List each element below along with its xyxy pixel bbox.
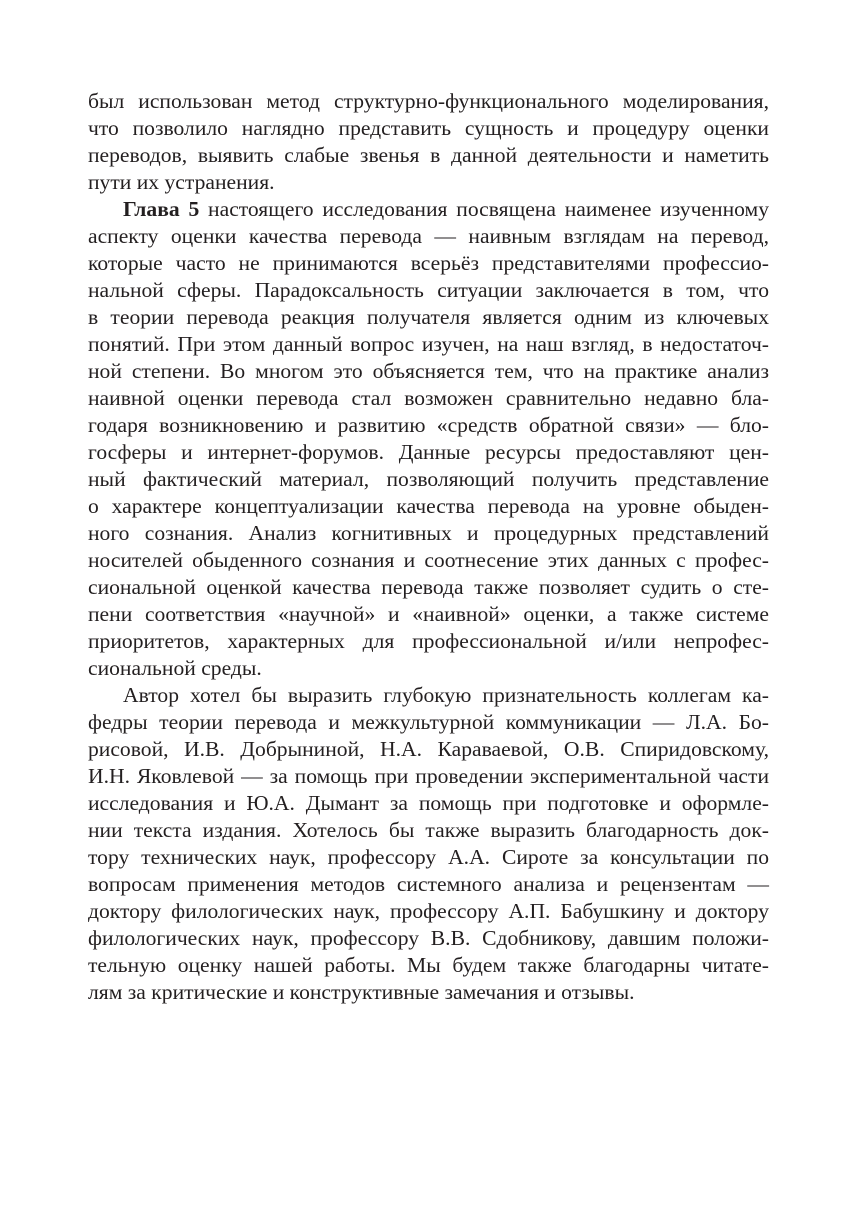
text-line: И.Н. Яковлевой — за помощь при проведении экспериментальной части xyxy=(88,764,769,788)
text-line: которые часто не принимаются всерьёз представителями профессио- xyxy=(88,251,769,275)
text-line: ный фактический материал, позволяющий получить представление xyxy=(88,467,769,491)
text-line: в теории перевода реакция получателя является одним из ключевых xyxy=(88,305,769,329)
paragraph xyxy=(88,682,769,1006)
text-line: тору технических наук, профессору А.А. Сироте за консультации по xyxy=(88,845,769,869)
text-fragment: настоящего исследования посвящена наименее изученному xyxy=(199,197,770,221)
text-line: о характере концептуализации качества перевода на уровне обыден- xyxy=(88,494,769,518)
text-line: филологических наук, профессору В.В. Сдобникову, давшим положи- xyxy=(88,926,769,950)
paragraph xyxy=(88,88,769,196)
document-page xyxy=(88,88,769,1006)
text-line: доктору филологических наук, профессору А.П. Бабушкину и доктору xyxy=(88,899,769,923)
text-line: приоритетов, характерных для профессиональной и/или непрофес- xyxy=(88,629,769,653)
text-line: переводов, выявить слабые звенья в данной деятельности и наметить xyxy=(88,143,769,167)
text-line: годаря возникновению и развитию «средств обратной связи» — бло- xyxy=(88,413,769,437)
paragraph xyxy=(88,196,769,682)
text-line: носителей обыденного сознания и соотнесение этих данных с профес- xyxy=(88,548,769,572)
text-line: исследования и Ю.А. Дымант за помощь при подготовке и оформле- xyxy=(88,791,769,815)
text-line: наивной оценки перевода стал возможен сравнительно недавно бла- xyxy=(88,386,769,410)
text-line: ной степени. Во многом это объясняется тем, что на практике анализ xyxy=(88,359,769,383)
text-line: федры теории перевода и межкультурной коммуникации — Л.А. Бо- xyxy=(88,710,769,734)
text-line: госферы и интернет-форумов. Данные ресурсы предоставляют цен- xyxy=(88,440,769,464)
text-line: пути их устранения. xyxy=(88,170,275,194)
text-line: нии текста издания. Хотелось бы также выразить благодарность док- xyxy=(88,818,769,842)
text-line: лям за критические и конструктивные замечания и отзывы. xyxy=(88,980,635,1004)
text-line: сиональной среды. xyxy=(88,656,262,680)
text-line: аспекту оценки качества перевода — наивным взглядам на перевод, xyxy=(88,224,769,248)
text-line: вопросам применения методов системного анализа и рецензентам — xyxy=(88,872,769,896)
text-line: тельную оценку нашей работы. Мы будем также благодарны читате- xyxy=(88,953,769,977)
text-line: был использован метод структурно-функционального моделирования, xyxy=(88,89,769,113)
chapter-reference: Глава 5 xyxy=(123,197,200,221)
text-line: сиональной оценкой качества перевода также позволяет судить о сте- xyxy=(88,575,769,599)
text-line: пени соответствия «научной» и «наивной» оценки, а также системе xyxy=(88,602,769,626)
text-line xyxy=(88,196,769,223)
text-line: ного сознания. Анализ когнитивных и процедурных представлений xyxy=(88,521,769,545)
text-line: рисовой, И.В. Добрыниной, Н.А. Караваевой, О.В. Спиридовскому, xyxy=(88,737,769,761)
text-line: Автор хотел бы выразить глубокую признательность коллегам ка- xyxy=(123,683,769,707)
text-line: понятий. При этом данный вопрос изучен, на наш взгляд, в недостаточ- xyxy=(88,332,769,356)
text-line: нальной сферы. Парадоксальность ситуации заключается в том, что xyxy=(88,278,769,302)
text-line: что позволило наглядно представить сущность и процедуру оценки xyxy=(88,116,769,140)
